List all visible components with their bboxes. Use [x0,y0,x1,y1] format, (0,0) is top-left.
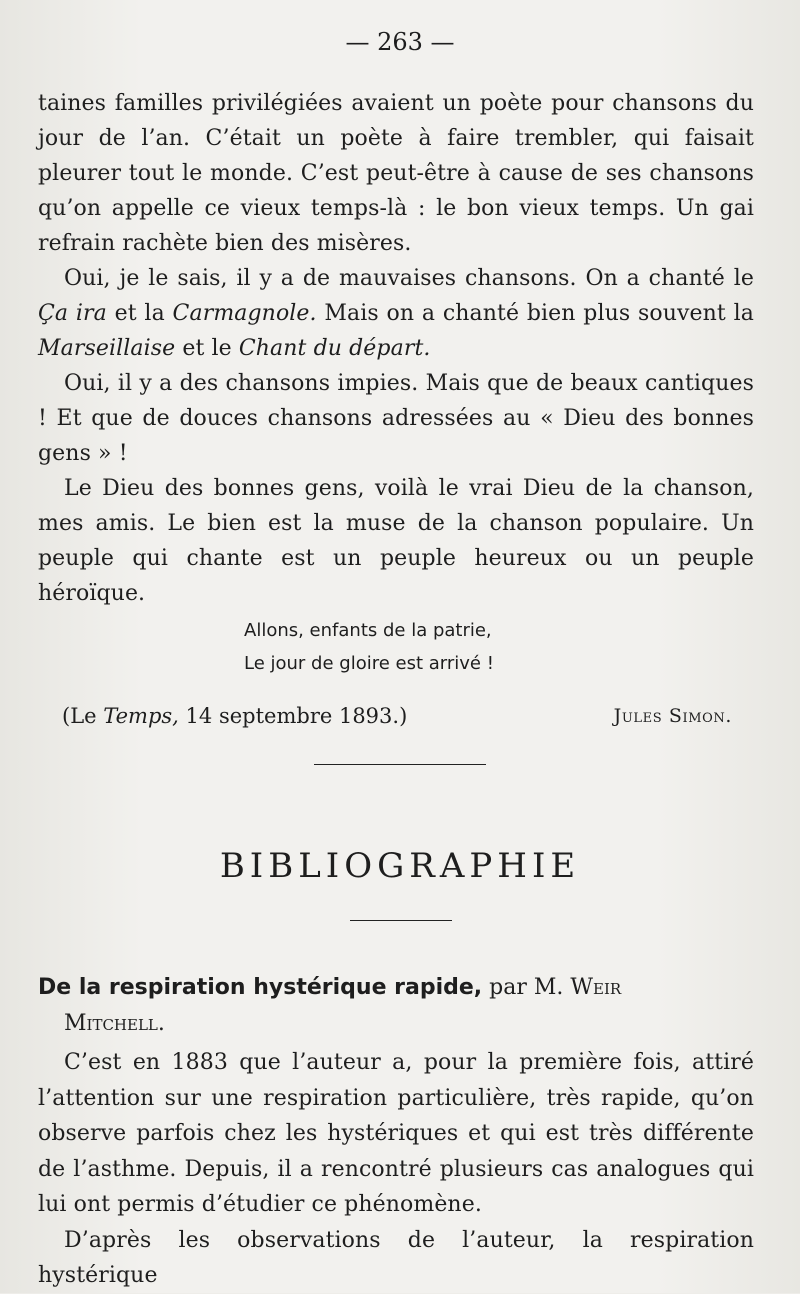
source-citation [62,699,407,733]
verse-line-1: Allons, enfants de la patrie, [244,620,492,641]
title-ca-ira: Ça ira [38,301,107,326]
paragraph-1: taines familles privilégiées avaient un poète pour chansons du jour de l’an. C’était un poète à faire trembler, qui faisait pleurer tout le monde. C’est peut-être à cause de ses chansons qu’on appelle ce vieux temps-là : le bon vieux temps. Un gai refrain rachète bien des misères. [38,91,754,256]
review-text [38,1045,754,1294]
review-heading [38,970,754,1042]
review-paragraph-2: D’après les observations de l’auteur, la respiration hystérique [38,1227,754,1288]
review-author-second: Mitchell. [64,1011,165,1036]
title-chant-du-depart: Chant du départ. [238,336,431,361]
review-by: par M. [482,975,571,1000]
section-title: BIBLIOGRAPHIE [219,846,581,886]
review-title: De la respiration hystérique rapide, [38,975,483,1000]
section-divider-top [314,764,486,765]
page-number: — 263 — [345,28,455,56]
article-author: Jules Simon. [613,705,732,727]
paragraph-4: Le Dieu des bonnes gens, voilà le vrai Dieu de la chanson, mes amis. Le bien est la muse de la chanson populaire. Un peuple qui chante est un peuple heureux ou un peuple héroïque. [38,476,754,606]
article-text [38,86,754,611]
review-author-first: Weir [570,975,622,1000]
paragraph-2-part-d: et le [175,336,239,361]
paragraph-2-part-b: et la [106,301,173,326]
paragraph-2-part-a: Oui, je le sais, il y a de mauvaises chansons. On a chanté le [64,266,754,291]
paragraph-2 [38,261,754,366]
verse-quote [244,614,624,680]
review-heading-line-1 [38,970,754,1006]
title-marseillaise: Marseillaise [38,336,176,361]
title-carmagnole: Carmagnole. [172,301,317,326]
section-divider-bottom [350,920,452,921]
review-paragraph-1: C’est en 1883 que l’auteur a, pour la première fois, attiré l’attention sur une respiration particulière, très rapide, qu’on observe parfois chez les hystériques et qui est très différente de l’asthme. Depuis, il a rencontré plusieurs cas analogues qui lui ont permis d’étudier ce phénomène. [38,1050,754,1217]
source-journal: Temps, [103,704,179,728]
source-date: 14 septembre 1893.) [178,704,408,728]
paragraph-2-part-c: Mais on a chanté bien plus souvent la [316,301,754,326]
source-open: (Le [62,704,104,728]
paragraph-3: Oui, il y a des chansons impies. Mais que de beaux cantiques ! Et que de douces chansons adressées au « Dieu des bonnes gens » ! [38,371,754,466]
verse-line-2: Le jour de gloire est arrivé ! [244,653,494,674]
